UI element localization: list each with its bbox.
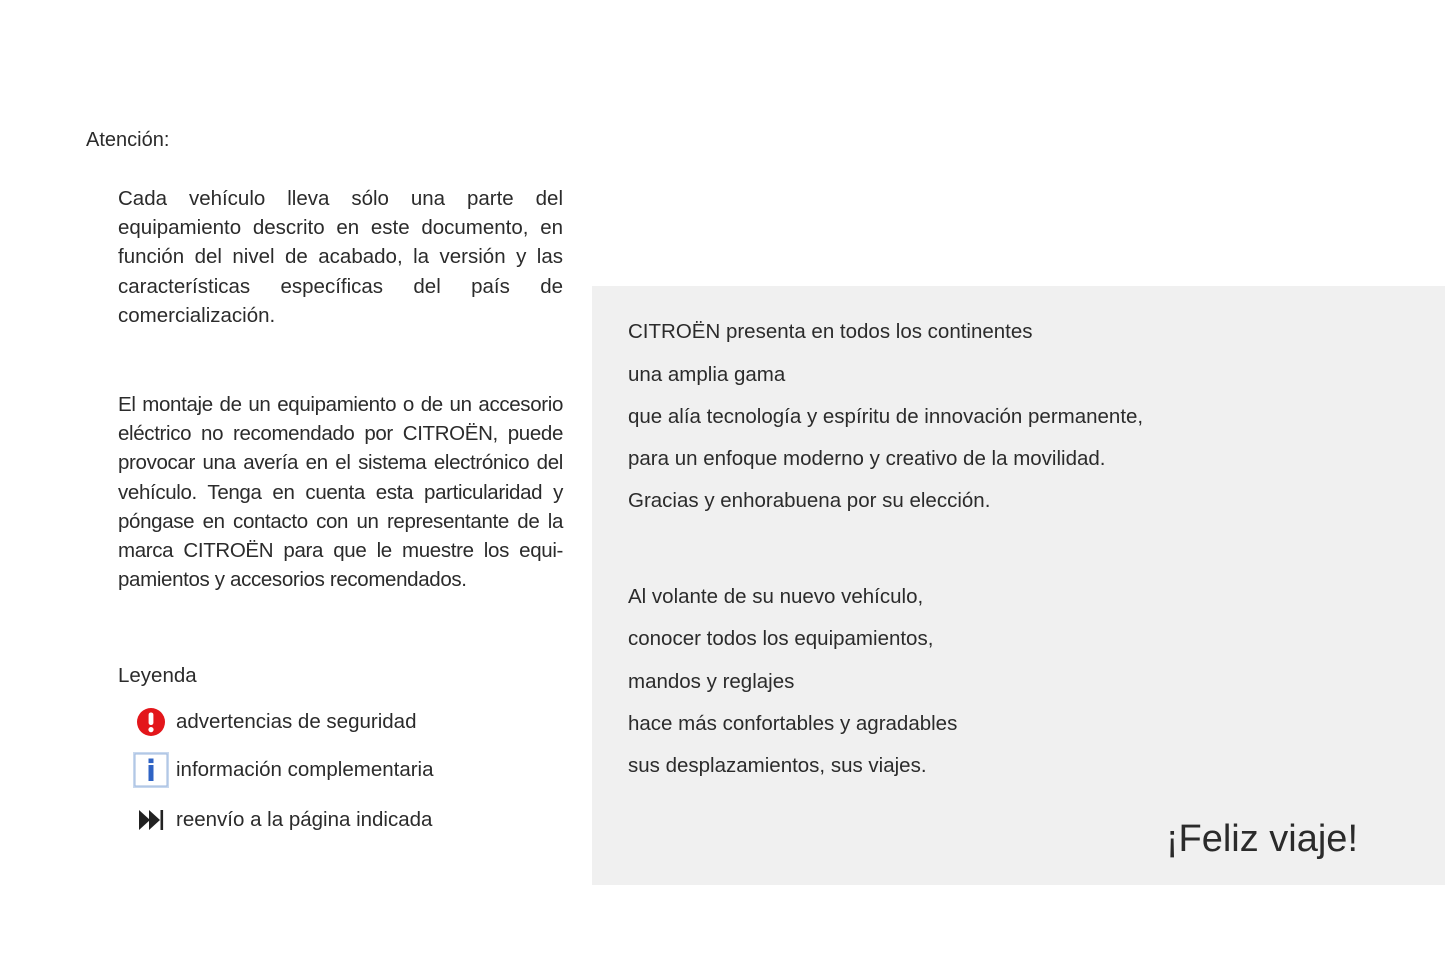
accessory-warning-paragraph: El montaje de un equipamiento o de un accesorio eléctrico no recomendado por CITROËN, puede provocar una avería en el sistema electrónico del vehículo. Tenga en cuenta esta particularidad y póngase en contacto con un representante de la marca CITROËN para que le muestre los equi-pamientos y accesorios recomendados.: [118, 393, 563, 592]
intro-line: mandos y reglajes: [628, 670, 795, 693]
legend-item-additional-info: [132, 750, 434, 790]
intro-line: conocer todos los equipamientos,: [628, 627, 934, 650]
legend-item-safety-warnings: [132, 702, 416, 742]
legend-item-label: advertencias de seguridad: [176, 710, 417, 733]
intro-line: Gracias y enhorabuena por su elección.: [628, 489, 991, 512]
legend-item-label: información complementaria: [176, 758, 434, 781]
attention-heading: Atención:: [86, 129, 170, 151]
legend-item-label: reenvío a la página indicada: [176, 808, 433, 831]
intro-line: una amplia gama: [628, 363, 786, 386]
legend-item-page-reference: [132, 800, 432, 840]
closing-greeting: ¡Feliz viaje!: [1165, 818, 1358, 860]
intro-line: Al volante de su nuevo vehículo,: [628, 585, 924, 608]
intro-line: sus desplazamientos, sus viajes.: [628, 754, 927, 777]
info-icon: [132, 751, 170, 789]
intro-line: para un enfoque moderno y creativo de la movilidad.: [628, 447, 1106, 470]
intro-panel: [592, 286, 1445, 885]
intro-line: que alía tecnología y espíritu de innovación permanente,: [628, 405, 1144, 428]
legend-heading: Leyenda: [118, 664, 197, 687]
warning-exclamation-icon: [132, 703, 170, 741]
intro-line: hace más confortables y agradables: [628, 712, 958, 735]
equipment-notice-paragraph: Cada vehículo lleva sólo una parte del equipamiento descrito en este documento, en función del nivel de acabado, la versión y las características específicas del país de comercialización.: [118, 187, 563, 327]
intro-line: CITROËN presenta en todos los continentes: [628, 320, 1033, 343]
skip-forward-icon: [132, 801, 170, 839]
